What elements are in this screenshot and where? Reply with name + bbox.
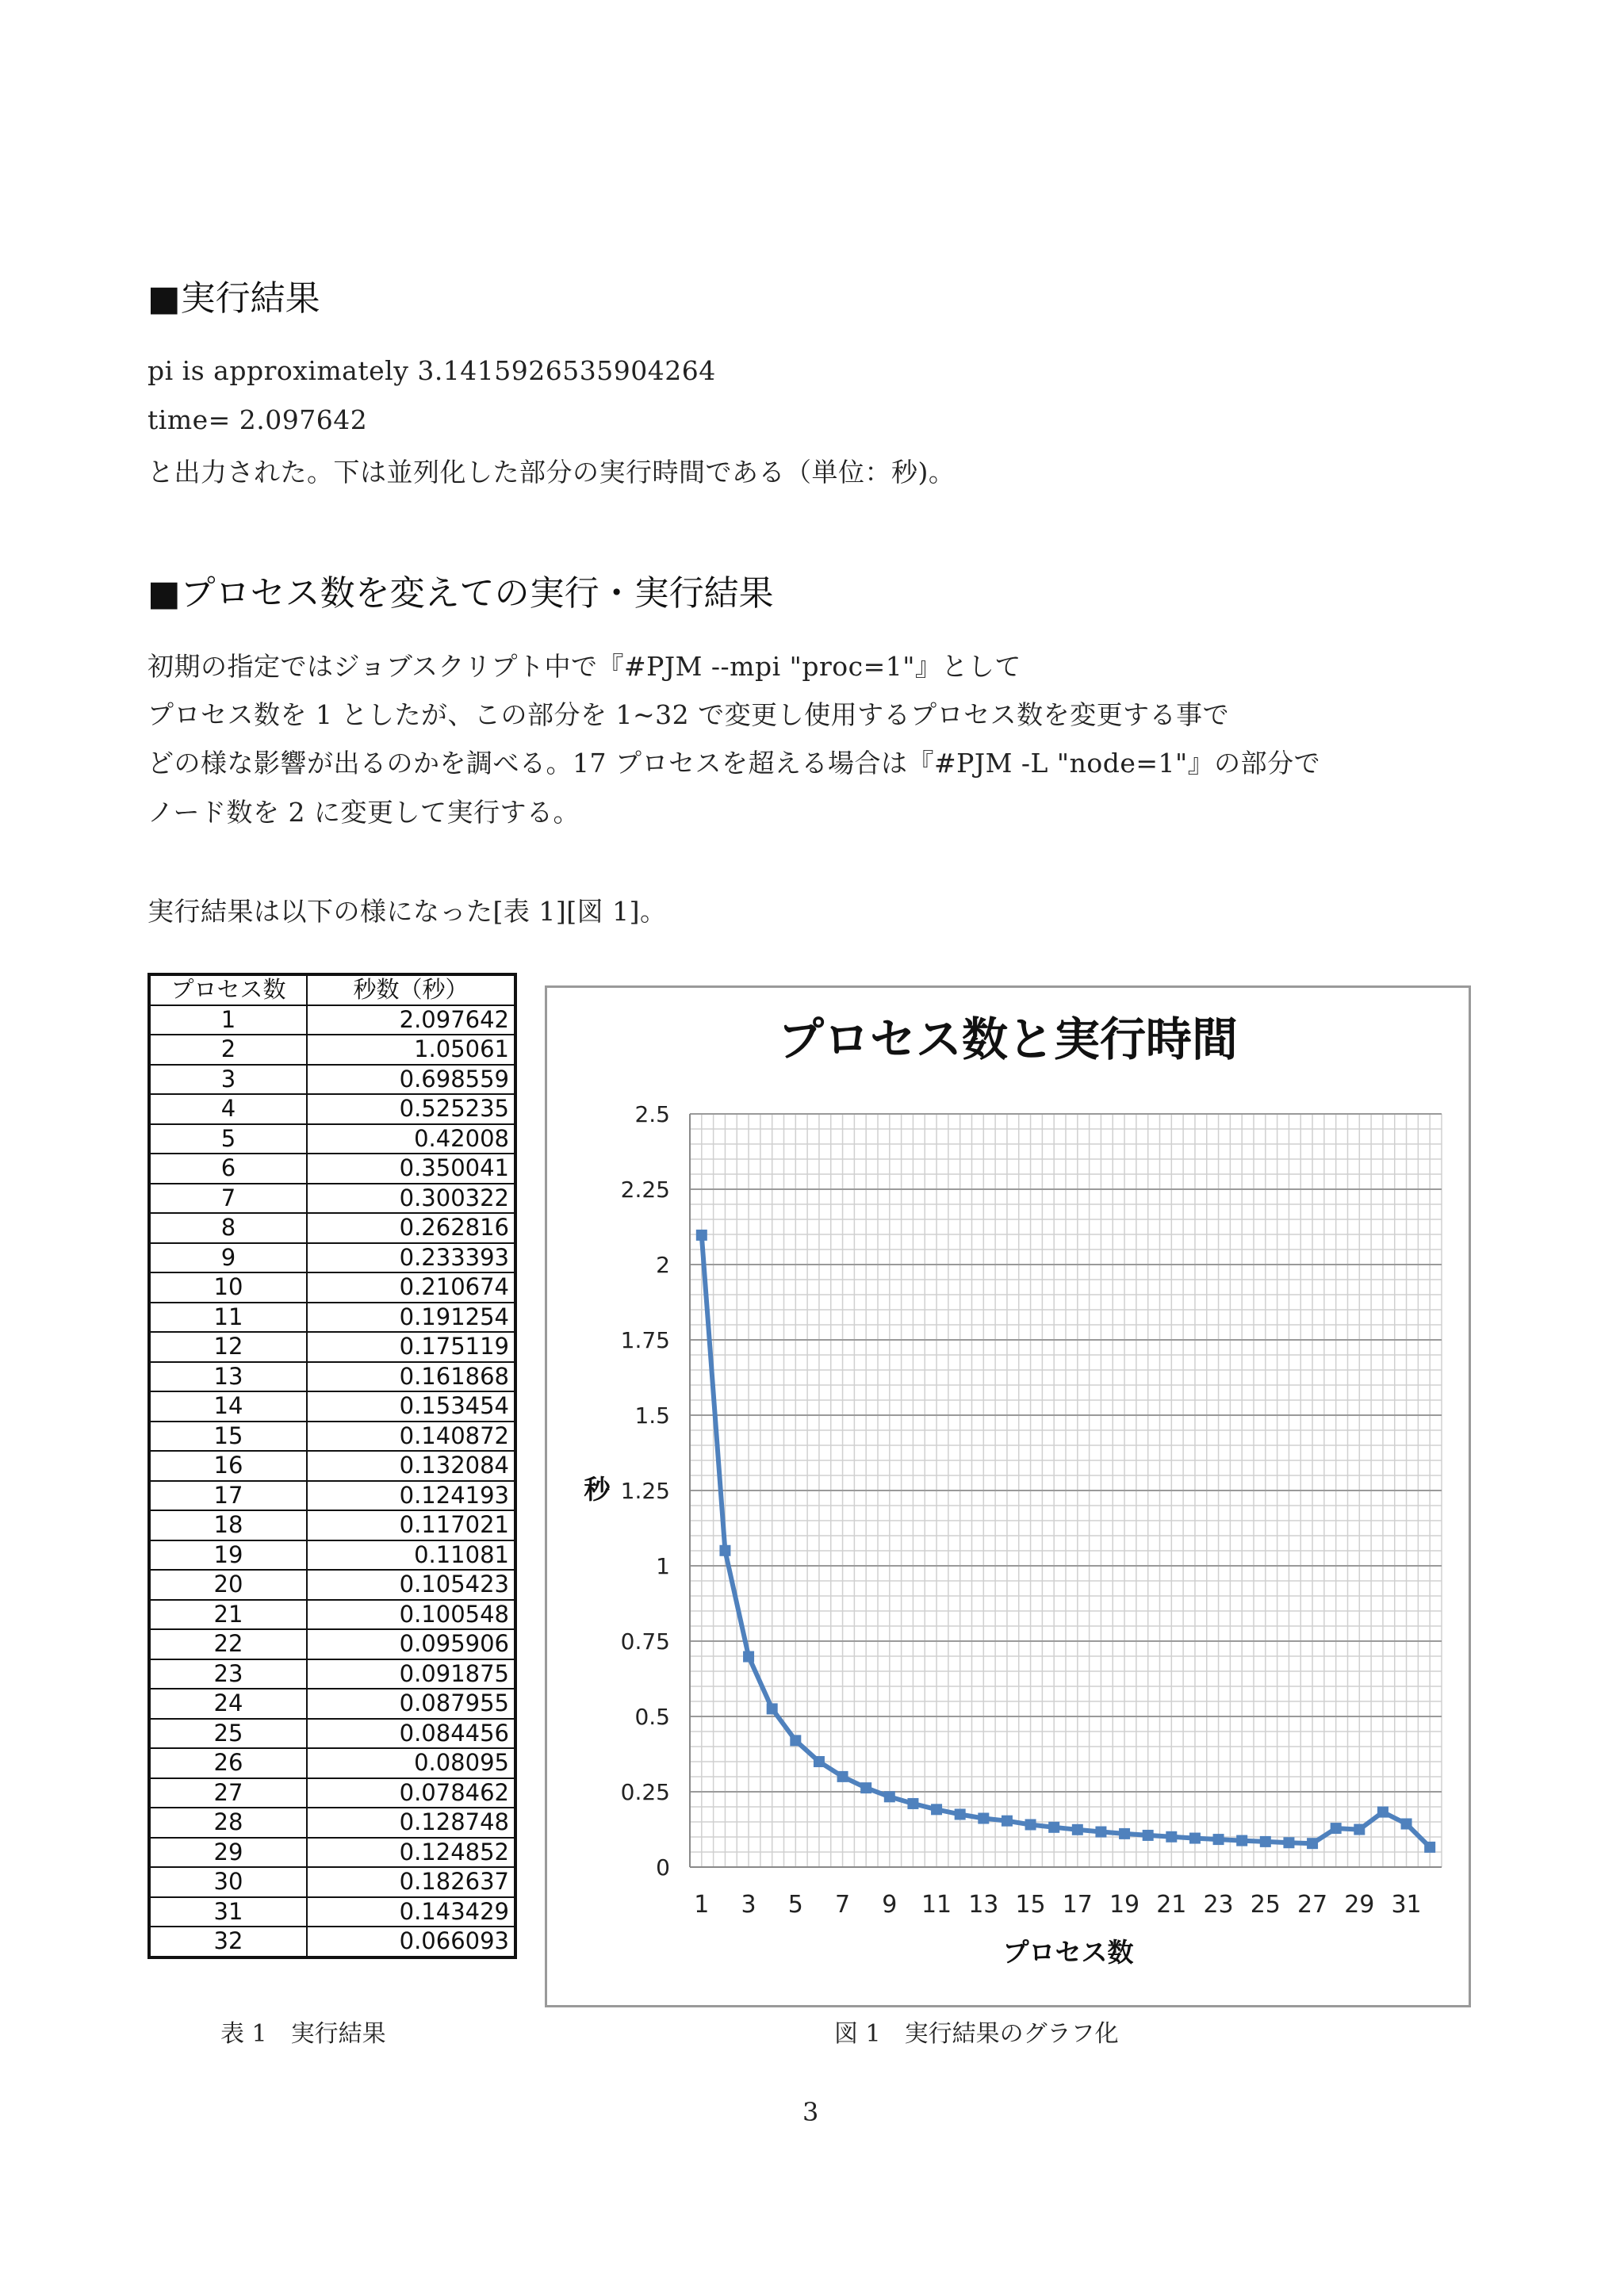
table-cell-seconds: 0.084456 (307, 1719, 515, 1749)
table-row (149, 1332, 515, 1362)
table-cell-seconds: 0.153454 (307, 1391, 515, 1422)
table-cell-process-count: 12 (149, 1332, 307, 1362)
page-number: 3 (802, 2097, 819, 2127)
data-point-marker (814, 1756, 825, 1767)
x-tick-label: 13 (968, 1891, 999, 1919)
x-tick-label: 19 (1109, 1891, 1140, 1919)
table-cell-seconds: 0.210674 (307, 1272, 515, 1303)
table-row (149, 1540, 515, 1571)
data-point-marker (1213, 1834, 1224, 1845)
table-cell-process-count: 11 (149, 1303, 307, 1333)
process-time-line-chart (547, 988, 1469, 2005)
process-paragraph-line-3: どの様な影響が出るのかを調べる。17 プロセスを超える場合は『#PJM -L "node=1"』の部分で (147, 748, 1321, 779)
data-point-marker (1143, 1830, 1154, 1841)
x-tick-label: 1 (694, 1891, 710, 1919)
table-header-process-count: プロセス数 (149, 974, 307, 1005)
y-tick-label: 0.25 (620, 1779, 670, 1805)
table-cell-seconds: 0.182637 (307, 1867, 515, 1897)
data-point-marker (1002, 1816, 1013, 1827)
data-point-marker (696, 1230, 707, 1241)
data-point-marker (837, 1771, 848, 1782)
table-cell-process-count: 19 (149, 1540, 307, 1571)
table-cell-seconds: 0.11081 (307, 1540, 515, 1571)
table-cell-process-count: 27 (149, 1778, 307, 1808)
table-row (149, 1303, 515, 1333)
table-header-seconds: 秒数（秒） (307, 974, 515, 1005)
table-row (149, 1451, 515, 1481)
x-tick-label: 9 (882, 1891, 898, 1919)
figure-caption: 図 1 実行結果のグラフ化 (834, 2020, 1119, 2048)
data-point-marker (1236, 1835, 1247, 1846)
data-point-marker (1072, 1824, 1083, 1835)
table-cell-seconds: 0.525235 (307, 1094, 515, 1124)
table-row (149, 1391, 515, 1422)
section-heading-process: ■プロセス数を変えての実行・実行結果 (147, 573, 774, 614)
y-tick-label: 2.5 (634, 1101, 670, 1127)
result-intro-text: 実行結果は以下の様になった[表 1][図 1]。 (147, 896, 667, 927)
result-line-description: と出力された。下は並列化した部分の実行時間である（単位：秒)。 (147, 457, 956, 488)
data-point-marker (1189, 1833, 1201, 1844)
y-tick-label: 0.5 (634, 1704, 670, 1730)
y-tick-label: 1 (656, 1553, 670, 1579)
table-cell-process-count: 15 (149, 1422, 307, 1452)
table-row (149, 1035, 515, 1065)
table-row (149, 1213, 515, 1243)
table-row (149, 1808, 515, 1838)
data-point-marker (1307, 1838, 1318, 1849)
table-cell-process-count: 24 (149, 1689, 307, 1719)
table-cell-seconds: 0.087955 (307, 1689, 515, 1719)
table-cell-process-count: 28 (149, 1808, 307, 1838)
x-tick-label: 11 (921, 1891, 952, 1919)
table-cell-process-count: 29 (149, 1838, 307, 1868)
y-tick-label: 0 (656, 1854, 670, 1881)
table-row (149, 1778, 515, 1808)
table-cell-process-count: 22 (149, 1629, 307, 1659)
table-cell-seconds: 0.161868 (307, 1362, 515, 1392)
table-cell-seconds: 0.117021 (307, 1510, 515, 1540)
table-cell-seconds: 0.132084 (307, 1451, 515, 1481)
table-cell-process-count: 30 (149, 1867, 307, 1897)
table-row (149, 1927, 515, 1957)
table-row (149, 1005, 515, 1035)
table-row (149, 1422, 515, 1452)
table-row (149, 1689, 515, 1719)
data-point-marker (978, 1812, 989, 1823)
table-cell-seconds: 0.124193 (307, 1481, 515, 1511)
table-cell-seconds: 0.191254 (307, 1303, 515, 1333)
data-point-marker (1048, 1822, 1059, 1833)
table-row (149, 1867, 515, 1897)
table-cell-process-count: 25 (149, 1719, 307, 1749)
x-tick-label: 17 (1062, 1891, 1093, 1919)
x-tick-label: 5 (787, 1891, 803, 1919)
table-cell-process-count: 10 (149, 1272, 307, 1303)
table-row (149, 1362, 515, 1392)
table-cell-process-count: 4 (149, 1094, 307, 1124)
table-cell-seconds: 0.143429 (307, 1897, 515, 1927)
table-row (149, 1184, 515, 1214)
data-point-marker (1025, 1819, 1036, 1830)
data-point-marker (860, 1782, 871, 1793)
data-point-marker (1260, 1836, 1271, 1847)
data-point-marker (1377, 1807, 1388, 1818)
data-point-marker (1166, 1831, 1177, 1843)
x-tick-label: 27 (1297, 1891, 1328, 1919)
table-cell-seconds: 1.05061 (307, 1035, 515, 1065)
y-tick-label: 0.75 (620, 1628, 670, 1655)
data-point-marker (790, 1735, 801, 1746)
table-cell-seconds: 0.128748 (307, 1808, 515, 1838)
y-tick-label: 1.25 (620, 1478, 670, 1504)
data-point-marker (884, 1791, 895, 1802)
data-point-marker (1424, 1842, 1435, 1853)
y-tick-label: 2.25 (620, 1177, 670, 1203)
table-row (149, 1510, 515, 1540)
x-tick-label: 31 (1391, 1891, 1422, 1919)
table-cell-seconds: 0.350041 (307, 1154, 515, 1184)
table-row (149, 1838, 515, 1868)
table-cell-seconds: 0.42008 (307, 1124, 515, 1154)
table-cell-process-count: 20 (149, 1570, 307, 1600)
table-caption: 表 1 実行結果 (220, 2020, 386, 2048)
table-cell-process-count: 2 (149, 1035, 307, 1065)
data-point-marker (931, 1804, 942, 1815)
table-cell-seconds: 0.140872 (307, 1422, 515, 1452)
table-header-row (149, 974, 515, 1005)
table-row (149, 1124, 515, 1154)
data-point-marker (743, 1651, 754, 1663)
data-point-marker (1283, 1837, 1294, 1848)
x-tick-label: 15 (1015, 1891, 1046, 1919)
data-point-marker (955, 1808, 966, 1820)
x-tick-label: 3 (741, 1891, 756, 1919)
data-point-marker (907, 1798, 918, 1809)
table-row (149, 1600, 515, 1630)
table-body (149, 1005, 515, 1957)
table-row (149, 1659, 515, 1689)
x-tick-label: 23 (1203, 1891, 1234, 1919)
table-cell-process-count: 18 (149, 1510, 307, 1540)
table-row (149, 1748, 515, 1778)
table-cell-process-count: 26 (149, 1748, 307, 1778)
table-cell-process-count: 17 (149, 1481, 307, 1511)
data-point-marker (1354, 1824, 1365, 1835)
table-cell-process-count: 3 (149, 1065, 307, 1095)
table-cell-seconds: 0.100548 (307, 1600, 515, 1630)
table-cell-process-count: 16 (149, 1451, 307, 1481)
data-point-marker (1401, 1818, 1412, 1829)
table-cell-seconds: 0.078462 (307, 1778, 515, 1808)
table-cell-process-count: 9 (149, 1243, 307, 1273)
x-axis-label: プロセス数 (1002, 1937, 1134, 1968)
chart-title: プロセス数と実行時間 (777, 1012, 1239, 1066)
table-cell-process-count: 23 (149, 1659, 307, 1689)
table-row (149, 1719, 515, 1749)
y-tick-label: 1.5 (634, 1402, 670, 1429)
data-point-marker (1095, 1827, 1106, 1838)
table-cell-seconds: 2.097642 (307, 1005, 515, 1035)
table-row (149, 1481, 515, 1511)
table-cell-seconds: 0.08095 (307, 1748, 515, 1778)
table-cell-process-count: 8 (149, 1213, 307, 1243)
table-cell-seconds: 0.105423 (307, 1570, 515, 1600)
x-tick-label: 7 (835, 1891, 851, 1919)
table-cell-process-count: 13 (149, 1362, 307, 1392)
table-row (149, 1629, 515, 1659)
table-row (149, 1897, 515, 1927)
chart-frame (545, 985, 1471, 2007)
table-cell-seconds: 0.233393 (307, 1243, 515, 1273)
table-row (149, 1065, 515, 1095)
table-cell-seconds: 0.091875 (307, 1659, 515, 1689)
x-tick-label: 21 (1156, 1891, 1187, 1919)
table-cell-seconds: 0.300322 (307, 1184, 515, 1214)
table-cell-seconds: 0.175119 (307, 1332, 515, 1362)
table-cell-process-count: 21 (149, 1600, 307, 1630)
y-tick-label: 2 (656, 1252, 670, 1278)
process-paragraph-line-2: プロセス数を 1 としたが、この部分を 1~32 で変更し使用するプロセス数を変更する事で (147, 699, 1230, 730)
table-cell-process-count: 7 (149, 1184, 307, 1214)
data-point-marker (1119, 1828, 1130, 1839)
x-tick-label: 25 (1250, 1891, 1281, 1919)
table-row (149, 1154, 515, 1184)
table-cell-process-count: 6 (149, 1154, 307, 1184)
table-cell-process-count: 32 (149, 1927, 307, 1957)
x-tick-label: 29 (1344, 1891, 1375, 1919)
results-table (147, 973, 517, 1959)
table-cell-process-count: 5 (149, 1124, 307, 1154)
result-line-pi: pi is approximately 3.1415926535904264 (147, 355, 716, 386)
table-cell-seconds: 0.095906 (307, 1629, 515, 1659)
y-axis-label: 秒 (584, 1474, 611, 1505)
y-tick-label: 1.75 (620, 1327, 670, 1353)
data-point-marker (1331, 1823, 1342, 1834)
result-line-time: time= 2.097642 (147, 404, 368, 435)
process-paragraph-line-1: 初期の指定ではジョブスクリプト中で『#PJM --mpi "proc=1"』として (147, 651, 1021, 682)
data-point-marker (767, 1703, 778, 1714)
table-cell-process-count: 31 (149, 1897, 307, 1927)
table-row (149, 1570, 515, 1600)
table-cell-seconds: 0.124852 (307, 1838, 515, 1868)
table-row (149, 1094, 515, 1124)
table-row (149, 1243, 515, 1273)
table-row (149, 1272, 515, 1303)
table-cell-process-count: 1 (149, 1005, 307, 1035)
section-heading-result: ■実行結果 (147, 278, 320, 319)
table-cell-seconds: 0.262816 (307, 1213, 515, 1243)
data-point-marker (719, 1545, 730, 1556)
table-cell-seconds: 0.066093 (307, 1927, 515, 1957)
process-paragraph-line-4: ノード数を 2 に変更して実行する。 (147, 797, 580, 828)
table-cell-seconds: 0.698559 (307, 1065, 515, 1095)
table-cell-process-count: 14 (149, 1391, 307, 1422)
